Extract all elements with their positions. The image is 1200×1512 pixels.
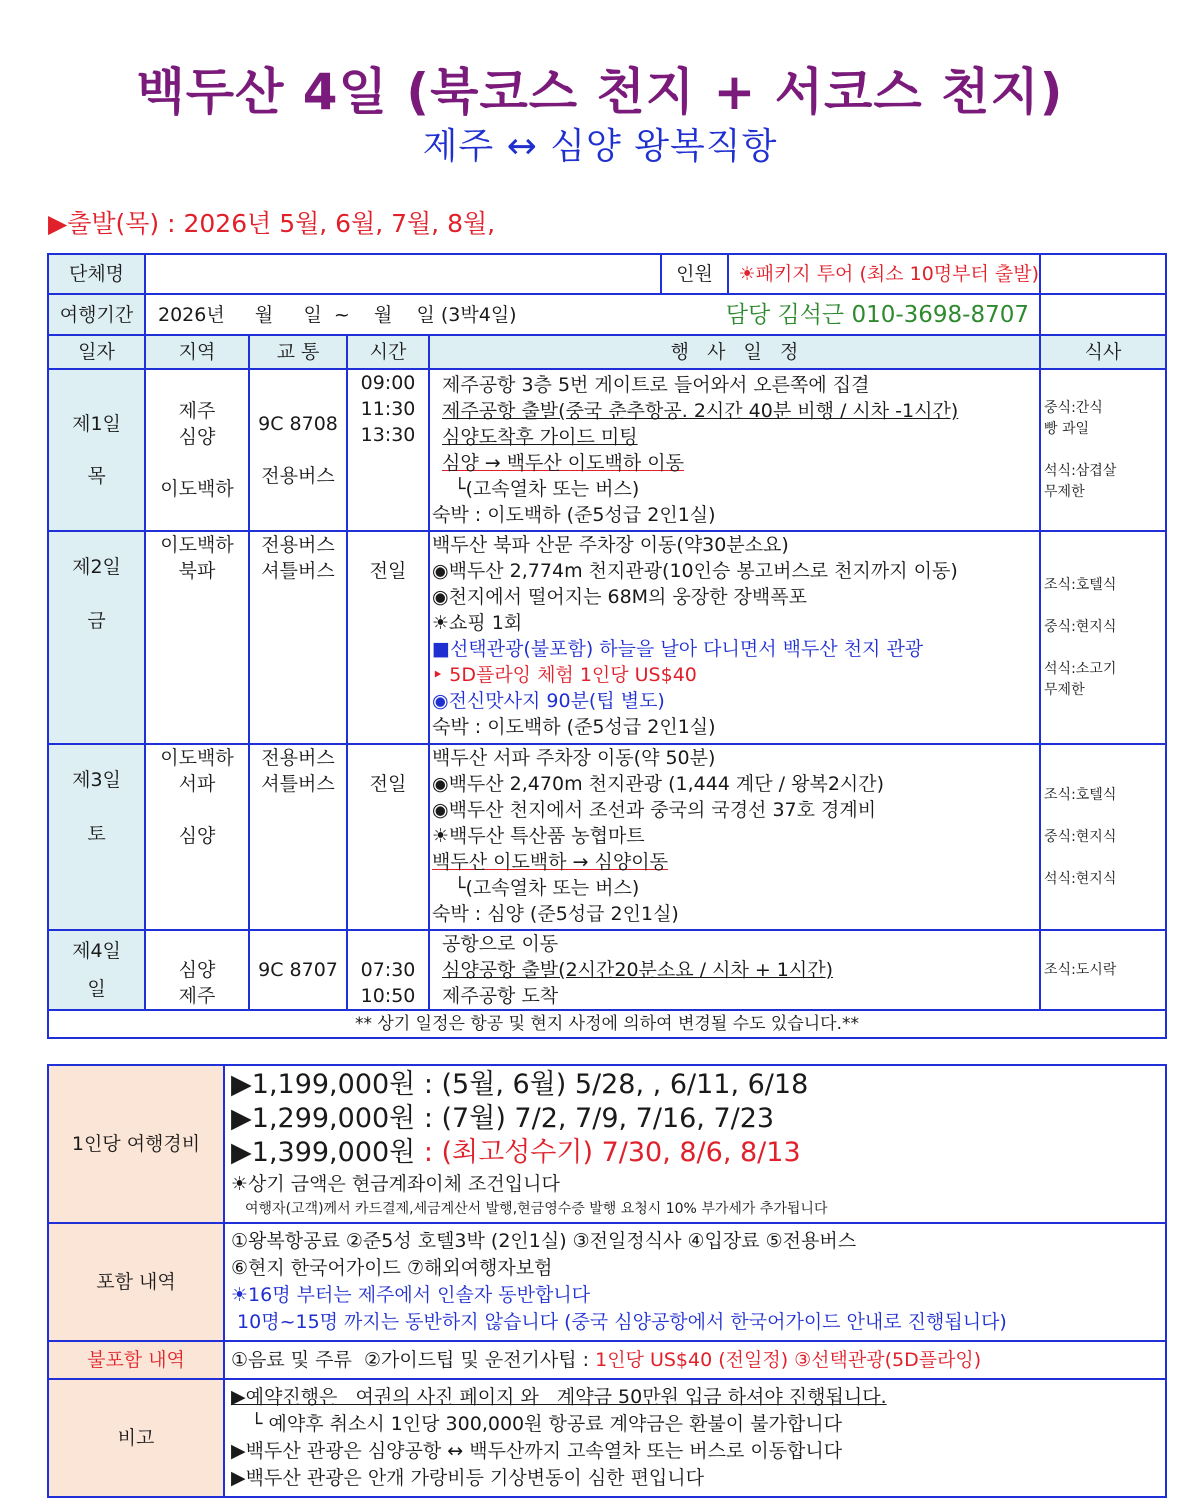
- itinerary-line: ◉전신맛사지 90분(팁 별도): [432, 690, 665, 712]
- col-day: 일자: [48, 335, 145, 369]
- day-row-4: [48, 930, 1166, 1010]
- remarks-line: ▶백두산 관광은 심양공항 ↔ 백두산까지 고속열차 또는 버스로 이동합니다: [231, 1440, 843, 1462]
- group-name-value: [146, 255, 662, 293]
- departure-dates: ▶출발(목) : 2026년 5월, 6월, 7월, 8월,: [48, 209, 496, 238]
- itinerary-line: ◉천지에서 떨어지는 68M의 웅장한 장백폭포: [432, 586, 807, 608]
- region: 이도백하: [160, 534, 234, 556]
- price-line: ▶1,199,000원 : (5월, 6월) 5/28, , 6/11, 6/18: [231, 1069, 809, 1100]
- itinerary-line: 백두산 이도백하 → 심양이동: [432, 851, 668, 873]
- price-label: 1인당 여행경비: [48, 1065, 224, 1223]
- remarks-line: └ 예약후 취소시 1인당 300,000원 항공료 계약금은 환불이 불가합니다: [245, 1413, 842, 1435]
- meal: 석식:소고기: [1044, 660, 1117, 677]
- people-value: ☀패키지 투어 (최소 10명부터 출발): [738, 263, 1040, 285]
- time: 전일: [347, 744, 429, 930]
- transport: 전용버스: [261, 534, 335, 556]
- meal: 석식:삼겹살: [1044, 462, 1117, 479]
- excluded-label: 불포함 내역: [48, 1341, 224, 1379]
- peak-season-dates: : (최고성수기) 7/30, 8/6, 8/13: [415, 1137, 801, 1168]
- remarks-line: ▶예약진행은 여권의 사진 페이지 와 계약금 50만원 입금 하셔야 진행됩니다.: [231, 1386, 887, 1408]
- day-weekday: 금: [87, 610, 106, 632]
- itinerary-line: 심양 → 백두산 이도백하 이동: [442, 452, 684, 474]
- itinerary-line: 백두산 서파 주차장 이동(약 50분): [432, 747, 716, 769]
- region: 심양: [178, 426, 216, 448]
- itinerary-line: 심양공항 출발(2시간20분소요 / 시차 + 1시간): [442, 959, 834, 981]
- itinerary-line: 제주공항 도착: [442, 985, 559, 1007]
- time: 10:50: [360, 985, 416, 1007]
- group-name-label: 단체명: [48, 254, 145, 294]
- itinerary-line: 공항으로 이동: [442, 933, 559, 955]
- day-label: 제3일: [72, 769, 121, 791]
- included-line: ⑥현지 한국어가이드 ⑦해외여행자보험: [231, 1257, 553, 1279]
- day-label: 제2일: [72, 556, 121, 578]
- people-label: 인원: [662, 255, 728, 293]
- itinerary-line: 숙박 : 이도백하 (준5성급 2인1실): [432, 504, 716, 526]
- meal: 중식:간식: [1044, 399, 1103, 416]
- price-line: ▶1,399,000원: [231, 1137, 416, 1168]
- time: 13:30: [360, 424, 416, 446]
- meal: 석식:현지식: [1044, 870, 1117, 887]
- schedule-table: [47, 253, 1167, 1039]
- price-line: ▶1,299,000원 : (7월) 7/2, 7/9, 7/16, 7/23: [231, 1103, 775, 1134]
- price-table: [47, 1064, 1167, 1498]
- travel-period-value: 2026년 월 일 ~ 월 일 (3박4일): [158, 303, 517, 326]
- itinerary-line: ‣ 5D플라잉 체험 1인당 US$40: [432, 664, 697, 686]
- itinerary-line: ◉백두산 천지에서 조선과 중국의 국경선 37호 경계비: [432, 799, 877, 821]
- price-note: ☀상기 금액은 현금계좌이체 조건입니다: [231, 1173, 560, 1195]
- travel-period-label: 여행기간: [48, 294, 145, 335]
- remarks-line: ▶백두산 관광은 안개 가랑비등 기상변동이 심한 편입니다: [231, 1467, 704, 1489]
- day-row-3: [48, 744, 1166, 930]
- excluded-text-highlight: 1인당 US$40 (전일정) ③선택관광(5D플라잉): [595, 1349, 982, 1371]
- col-itinerary: 행 사 일 정: [429, 335, 1040, 369]
- excluded-text: ①음료 및 주류 ②가이드팁 및 운전기사팁 :: [231, 1349, 596, 1371]
- included-label: 포함 내역: [48, 1223, 224, 1341]
- itinerary-line: 심양도착후 가이드 미팅: [442, 426, 638, 448]
- day-label: 제1일: [72, 413, 121, 435]
- region: 북파: [178, 560, 216, 582]
- col-time: 시간: [347, 335, 429, 369]
- day-weekday: 일: [87, 978, 106, 1000]
- meal: 조식:호텔식: [1044, 786, 1117, 803]
- day-label: 제4일: [72, 940, 121, 962]
- page-title: 백두산 4일 (북코스 천지 + 서코스 천지): [136, 63, 1064, 121]
- transport: 셔틀버스: [261, 560, 335, 582]
- col-region: 지역: [145, 335, 249, 369]
- time: 09:00: [360, 372, 416, 394]
- region: 심양: [178, 825, 216, 847]
- included-line: ☀16명 부터는 제주에서 인솔자 동반합니다: [231, 1284, 591, 1306]
- itinerary-line: └(고속열차 또는 버스): [442, 478, 640, 500]
- region: 이도백하: [160, 747, 234, 769]
- remarks-label: 비고: [48, 1379, 224, 1497]
- itinerary-line: 제주공항 3층 5번 게이트로 들어와서 오른쪽에 집결: [442, 374, 870, 396]
- col-meals: 식사: [1040, 335, 1166, 369]
- meal: 조식:호텔식: [1044, 576, 1117, 593]
- day-row-2: [48, 531, 1166, 744]
- itinerary-line: ☀쇼핑 1회: [432, 612, 523, 634]
- meal: 빵 과일: [1044, 420, 1090, 437]
- transport: 9C 8707: [249, 930, 347, 1010]
- region: 제주: [178, 985, 216, 1007]
- time: 07:30: [360, 959, 416, 981]
- itinerary-line: ◉백두산 2,470m 천지관광 (1,444 계단 / 왕복2시간): [432, 773, 885, 795]
- region: 이도백하: [160, 478, 234, 500]
- day-weekday: 토: [87, 823, 106, 845]
- included-line: 10명~15명 까지는 동반하지 않습니다 (중국 심양공항에서 한국어가이드 안내로 진행됩니다): [231, 1311, 1007, 1333]
- meal: 중식:현지식: [1044, 828, 1117, 845]
- manager-contact: 담당 김석근 010-3698-8707: [725, 301, 1030, 328]
- transport: 전용버스: [261, 465, 335, 487]
- region: 제주: [178, 400, 216, 422]
- meal: 조식:도시락: [1040, 930, 1166, 1010]
- itinerary-line: ■선택관광(불포함) 하늘을 날아 다니면서 백두산 천지 관광: [432, 638, 924, 660]
- region: 서파: [178, 773, 216, 795]
- col-transport: 교 통: [249, 335, 347, 369]
- meal: 무제한: [1044, 483, 1085, 500]
- meal: 무제한: [1044, 681, 1085, 698]
- region: 심양: [178, 959, 216, 981]
- itinerary-line: 제주공항 출발(중국 춘추항공. 2시간 40분 비행 / 시차 -1시간): [442, 400, 959, 422]
- schedule-notice: ** 상기 일정은 항공 및 현지 사정에 의하여 변경될 수도 있습니다.**: [48, 1010, 1166, 1038]
- itinerary-line: 숙박 : 심양 (준5성급 2인1실): [432, 903, 679, 925]
- included-line: ①왕복항공료 ②준5성 호텔3박 (2인1실) ③전일정식사 ④입장료 ⑤전용버스: [231, 1230, 857, 1252]
- day-weekday: 목: [87, 465, 106, 487]
- itinerary-line: 숙박 : 이도백하 (준5성급 2인1실): [432, 716, 716, 738]
- transport: 셔틀버스: [261, 773, 335, 795]
- time: 전일: [347, 531, 429, 744]
- time: 11:30: [360, 398, 416, 420]
- transport: 9C 8708: [258, 413, 338, 435]
- itinerary-line: 백두산 북파 산문 주차장 이동(약30분소요): [432, 534, 789, 556]
- itinerary-line: ☀백두산 특산품 농협마트: [432, 825, 645, 847]
- itinerary-line: └(고속열차 또는 버스): [442, 877, 640, 899]
- transport: 전용버스: [261, 747, 335, 769]
- price-vat-note: 여행자(고객)께서 카드결제,세금계산서 발행,현금영수증 발행 요청시 10% 부가세가 추가됩니다: [245, 1201, 828, 1217]
- itinerary-line: ◉백두산 2,774m 천지관광(10인승 봉고버스로 천지까지 이동): [432, 560, 958, 582]
- day-row-1: [48, 369, 1166, 531]
- page-subtitle: 제주 ↔ 심양 왕복직항: [422, 126, 778, 167]
- meal: 중식:현지식: [1044, 618, 1117, 635]
